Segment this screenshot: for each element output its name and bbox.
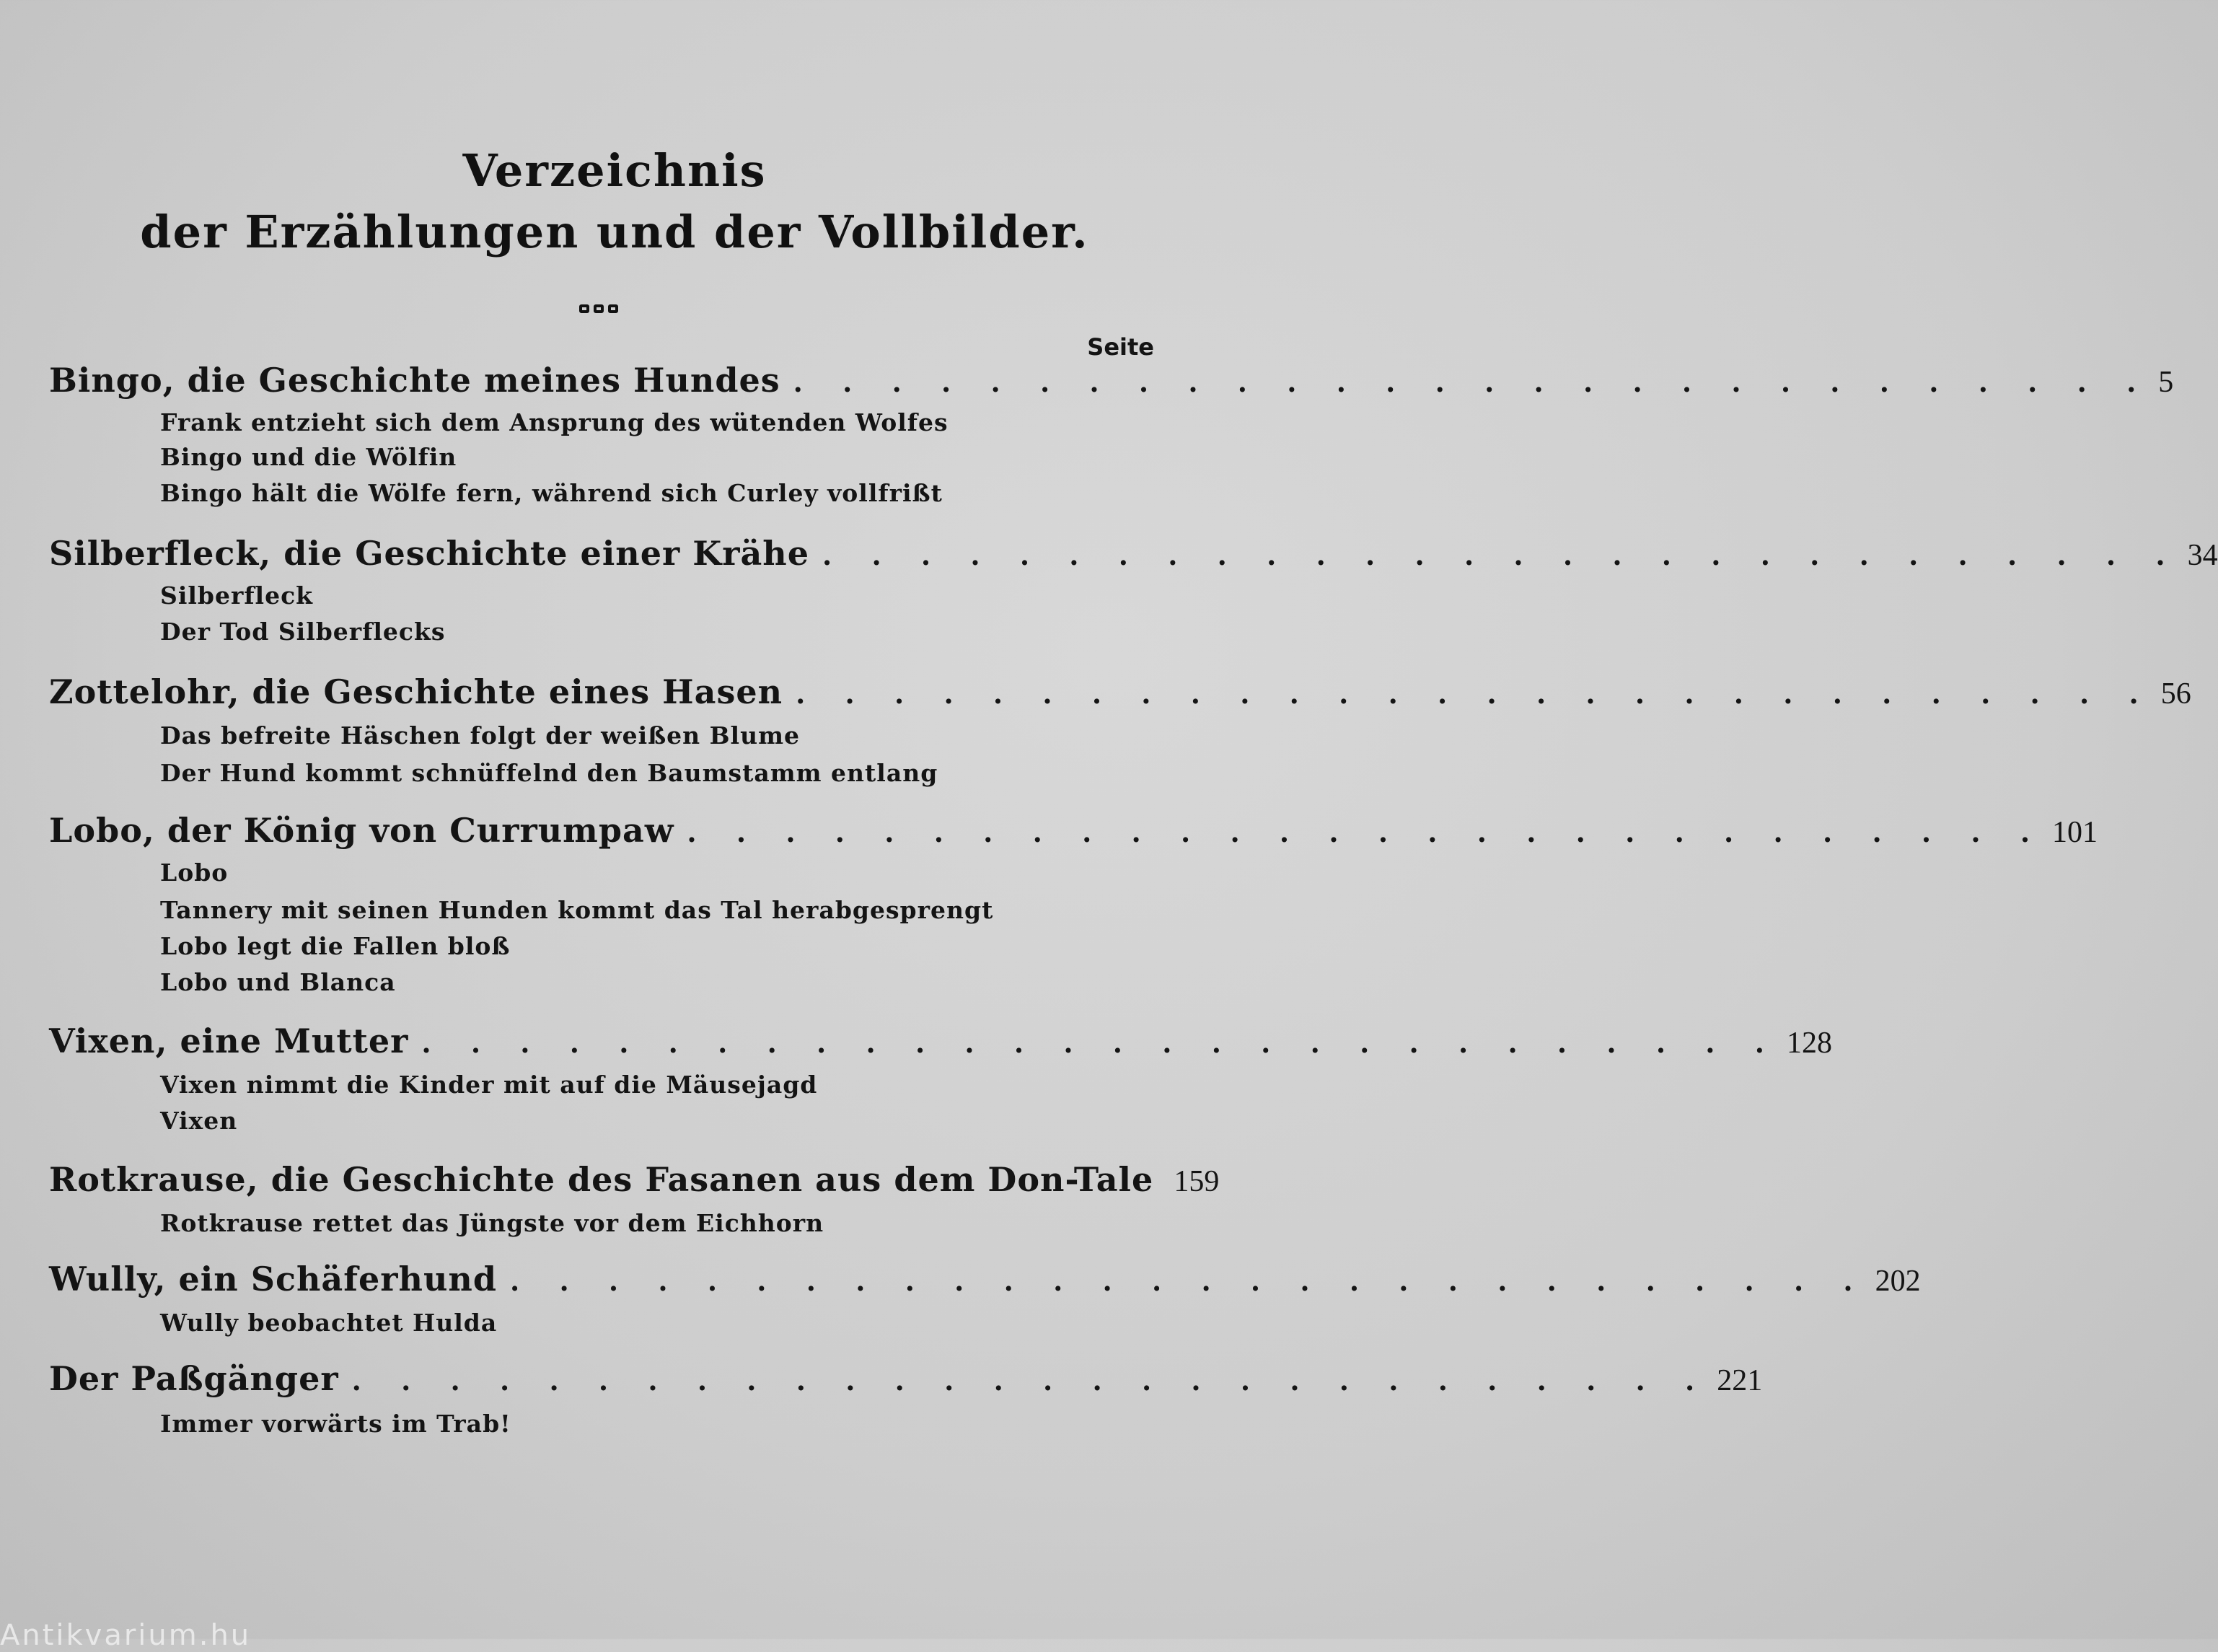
dot-leader: . . . . . . . . . . . . . . . . . . . . . . . . . . . . — [796, 677, 2154, 710]
page-column-label: Seite — [1087, 333, 1154, 361]
story-title: Vixen, eine Mutter — [49, 1021, 409, 1060]
toc-entry[interactable] — [49, 1021, 1832, 1065]
page-number: 128 — [1786, 1027, 1832, 1060]
ornament-box-icon — [608, 304, 618, 313]
toc-entry[interactable] — [49, 1260, 1921, 1303]
ornament-divider — [579, 304, 618, 319]
dot-leader: . . . . . . . . . . . . . . . . . . . . . . . . . . . . — [421, 1027, 1779, 1059]
story-title: Wully, ein Schäferhund — [49, 1260, 498, 1299]
dot-leader: . . . . . . . . . . . . . . . . . . . . . . . . . . . . — [793, 366, 2152, 398]
page-number: 159 — [1174, 1165, 1220, 1198]
illustration-entry: Wully beobachtet Hulda — [160, 1309, 498, 1337]
illustration-entry: Vixen — [160, 1107, 238, 1135]
toc-entry[interactable] — [49, 1160, 1220, 1203]
story-title: Silberfleck, die Geschichte einer Krähe — [49, 534, 809, 573]
page-number: 56 — [2160, 677, 2191, 711]
ornament-box-icon — [579, 304, 589, 313]
story-title: Zottelohr, die Geschichte eines Hasen — [49, 672, 783, 711]
illustration-entry: Lobo — [160, 858, 229, 887]
watermark: Antikvarium.hu — [0, 1619, 252, 1652]
page-number: 101 — [2052, 816, 2098, 849]
illustration-entry: Rotkrause rettet das Jüngste vor dem Eichhorn — [160, 1209, 824, 1237]
dot-leader: . . . . . . . . . . . . . . . . . . . . . . . . . . . . — [822, 539, 2180, 571]
illustration-entry: Der Hund kommt schnüffelnd den Baumstamm entlang — [160, 759, 938, 787]
toc-entry[interactable] — [49, 1359, 1763, 1402]
illustration-entry: Das befreite Häschen folgt der weißen Blume — [160, 721, 800, 750]
page-number: 5 — [2158, 366, 2174, 399]
story-title: Lobo, der König von Currumpaw — [49, 811, 674, 850]
toc-entry[interactable] — [49, 672, 2191, 716]
toc-entry[interactable] — [49, 811, 2098, 854]
story-title: Bingo, die Geschichte meines Hundes — [49, 361, 780, 400]
illustration-entry: Silberfleck — [160, 581, 314, 610]
dot-leader: . . . . . . . . . . . . . . . . . . . . . . . . . . . . — [351, 1364, 1710, 1397]
illustration-entry: Tannery mit seinen Hunden kommt das Tal herabgesprengt — [160, 896, 994, 924]
story-title: Rotkrause, die Geschichte des Fasanen aus dem Don-Tale — [49, 1160, 1154, 1199]
page-subtitle: der Erzählungen und der Vollbilder. — [140, 206, 1089, 258]
illustration-entry: Lobo legt die Fallen bloß — [160, 932, 511, 960]
dot-leader: . . . . . . . . . . . . . . . . . . . . . . . . . . . . — [510, 1265, 1868, 1297]
story-title: Der Paßgänger — [49, 1359, 339, 1398]
ornament-box-icon — [594, 304, 604, 313]
page-number: 34 — [2187, 539, 2218, 572]
page-title: Verzeichnis — [462, 144, 767, 197]
illustration-entry: Der Tod Silberflecks — [160, 618, 446, 646]
dot-leader: . . . . . . . . . . . . . . . . . . . . . . . . . . . . — [687, 816, 2046, 848]
illustration-entry: Bingo hält die Wölfe fern, während sich Curley vollfrißt — [160, 479, 943, 507]
illustration-entry: Vixen nimmt die Kinder mit auf die Mäusejagd — [160, 1071, 818, 1099]
illustration-entry: Bingo und die Wölfin — [160, 443, 457, 471]
page-number: 202 — [1875, 1265, 1921, 1298]
toc-entry[interactable] — [49, 534, 2218, 577]
toc-entry[interactable] — [49, 361, 2174, 404]
page-number: 221 — [1717, 1364, 1763, 1397]
illustration-entry: Frank entzieht sich dem Ansprung des wütenden Wolfes — [160, 408, 949, 436]
illustration-entry: Immer vorwärts im Trab! — [160, 1410, 511, 1438]
illustration-entry: Lobo und Blanca — [160, 968, 396, 996]
